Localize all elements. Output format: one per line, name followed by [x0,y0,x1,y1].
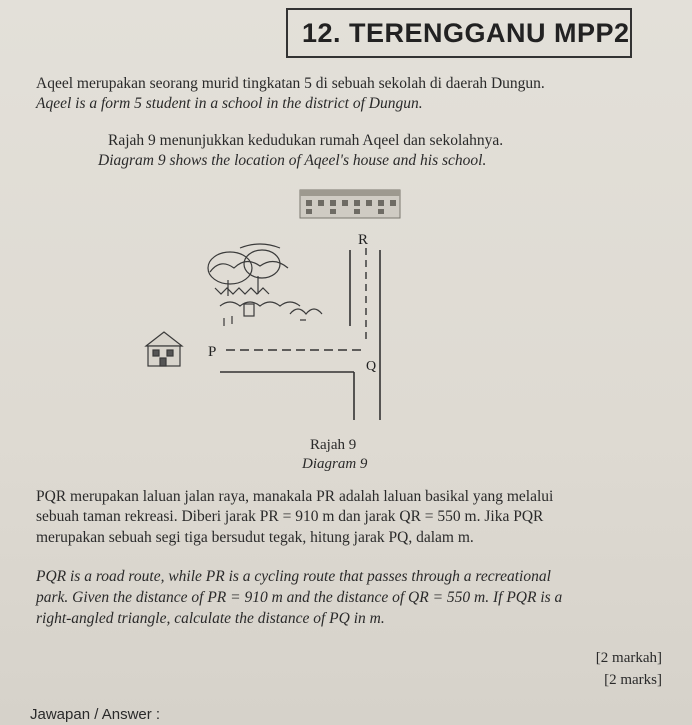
diagram-caption-malay: Rajah 9 [310,437,357,453]
house-icon [146,332,182,366]
question-malay-line-1: PQR merupakan laluan jalan raya, manakala PR adalah laluan basikal yang melalui [36,488,554,505]
location-diagram [140,188,440,443]
point-r-label: R [358,232,369,248]
marks-english: [2 marks] [604,672,662,688]
diagram-caption-english: Diagram 9 [302,456,368,472]
question-english-line-3: right-angled triangle, calculate the distance of PQ in m. [36,610,385,627]
school-building-icon [300,190,400,218]
answer-label: Jawapan / Answer : [30,706,161,723]
intro-english: Aqeel is a form 5 student in a school in the district of Dungun. [36,95,423,112]
question-malay-line-2: sebuah taman rekreasi. Diberi jarak PR = 910 m dan jarak QR = 550 m. Jika PQR [36,508,544,525]
question-english-line-2: park. Given the distance of PR = 910 m and the distance of QR = 550 m. If PQR is a [36,589,563,606]
marks-malay: [2 markah] [595,650,662,666]
diagram-intro-english: Diagram 9 shows the location of Aqeel's house and his school. [98,152,487,169]
point-q-label: Q [366,359,377,374]
question-malay-line-3: merupakan sebuah segi tiga bersudut tegak, hitung jarak PQ, dalam m. [36,529,474,546]
question-heading: 12. TERENGGANU MPP2 [286,8,632,58]
intro-malay: Aqeel merupakan seorang murid tingkatan 5 di sebuah sekolah di daerah Dungun. [36,75,545,92]
recreational-park-illustration [208,244,322,326]
diagram-intro-malay: Rajah 9 menunjukkan kedudukan rumah Aqeel dan sekolahnya. [108,132,504,149]
point-p-label: P [208,344,217,360]
question-english-line-1: PQR is a road route, while PR is a cycling route that passes through a recreational [36,568,551,585]
